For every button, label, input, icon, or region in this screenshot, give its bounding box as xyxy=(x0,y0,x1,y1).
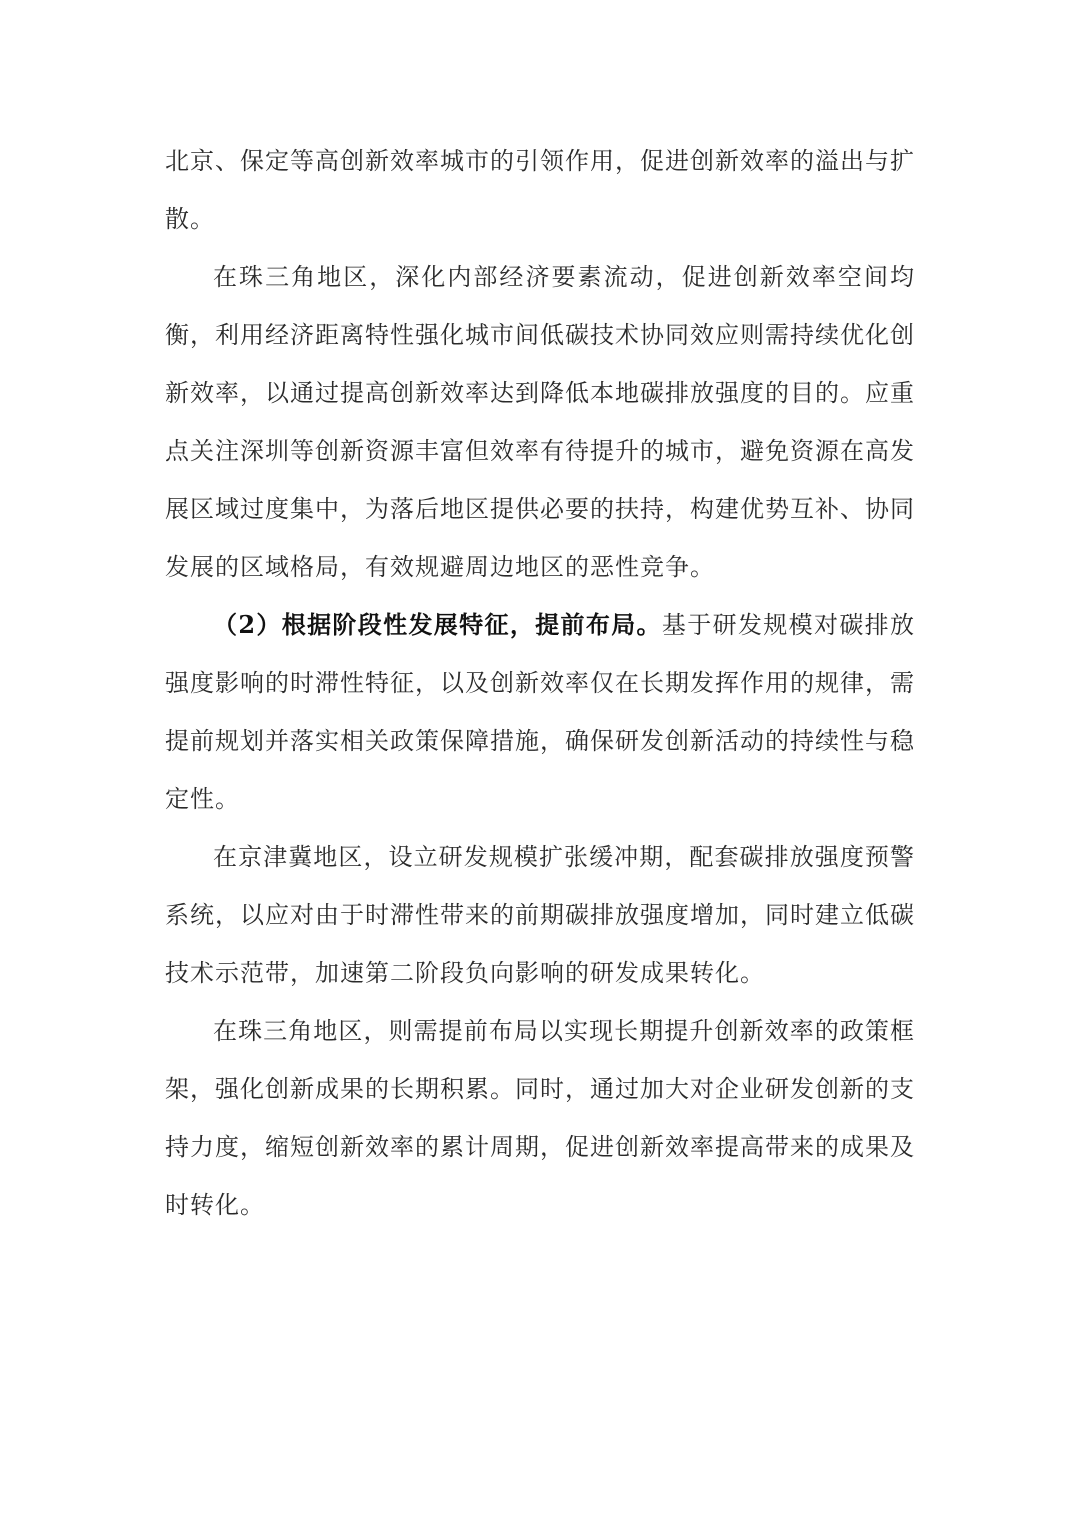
paragraph-pearl-river-delta-longterm: 在珠三角地区，则需提前布局以实现长期提升创新效率的政策框架，强化创新成果的长期积累。同时，通过加大对企业研发创新的支持力度，缩短创新效率的累计周期，促进创新效率提高带来的成果及时转化。 xyxy=(165,1017,915,1219)
body-text xyxy=(165,132,915,1234)
paragraph-pearl-river-delta-spatial: 在珠三角地区，深化内部经济要素流动，促进创新效率空间均衡，利用经济距离特性强化城市间低碳技术协同效应则需持续优化创新效率，以通过提高创新效率达到降低本地碳排放强度的目的。应重点关注深圳等创新资源丰富但效率有待提升的城市，避免资源在高发展区域过度集中，为落后地区提供必要的扶持，构建优势互补、协同发展的区域格局，有效规避周边地区的恶性竞争。 xyxy=(165,263,915,581)
paragraph-beijing-tianjin-hebei: 在京津冀地区，设立研发规模扩张缓冲期，配套碳排放强度预警系统，以应对由于时滞性带来的前期碳排放强度增加，同时建立低碳技术示范带，加速第二阶段负向影响的研发成果转化。 xyxy=(165,843,915,987)
paragraph-stage-planning-text: 基于研发规模对碳排放强度影响的时滞性特征，以及创新效率仅在长期发挥作用的规律，需提前规划并落实相关政策保障措施，确保研发创新活动的持续性与稳定性。 xyxy=(165,611,916,813)
paragraph-continued: 北京、保定等高创新效率城市的引领作用，促进创新效率的溢出与扩散。 xyxy=(165,147,915,233)
section-heading-inline: （2）根据阶段性发展特征，提前布局。 xyxy=(213,610,662,639)
paragraph-stage-planning xyxy=(165,596,915,828)
